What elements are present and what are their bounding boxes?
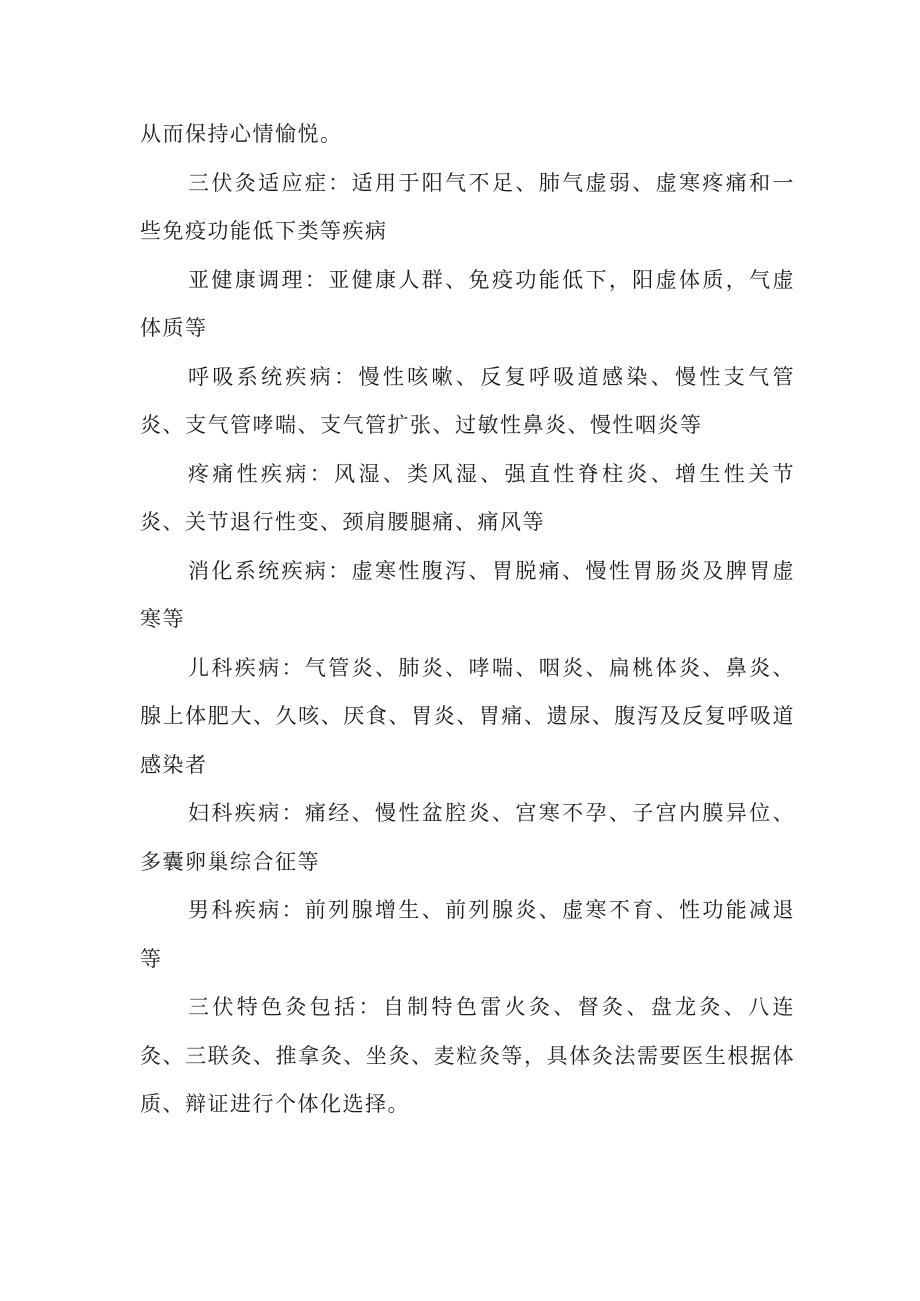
- document-body: [140, 110, 795, 1129]
- paragraph-sanfu-indications: 三伏灸适应症：适用于阳气不足、肺气虚弱、虚寒疼痛和一些免疫功能低下类等疾病: [140, 170, 795, 243]
- paragraph-moxibustion-types: 三伏特色灸包括：自制特色雷火灸、督灸、盘龙灸、八连灸、三联灸、推拿灸、坐灸、麦粒灸等，具体灸法需要医生根据体质、辩证进行个体化选择。: [140, 995, 795, 1116]
- paragraph-pain: 疼痛性疾病：风湿、类风湿、强直性脊柱炎、增生性关节炎、关节退行性变、颈肩腰腿痛、痛风等: [140, 461, 795, 534]
- paragraph-pediatric: 儿科疾病：气管炎、肺炎、哮喘、咽炎、扁桃体炎、鼻炎、腺上体肥大、久咳、厌食、胃炎、胃痛、遗尿、腹泻及反复呼吸道感染者: [140, 655, 795, 777]
- paragraph-gynecology: 妇科疾病：痛经、慢性盆腔炎、宫寒不孕、子宫内膜异位、多囊卵巢综合征等: [140, 801, 795, 874]
- paragraph-continuation: 从而保持心情愉悦。: [140, 122, 343, 146]
- paragraph-respiratory: 呼吸系统疾病：慢性咳嗽、反复呼吸道感染、慢性支气管炎、支气管哮喘、支气管扩张、过敏性鼻炎、慢性咽炎等: [140, 364, 795, 437]
- paragraph-digestive: 消化系统疾病：虚寒性腹泻、胃脱痛、慢性胃肠炎及脾胃虚寒等: [140, 558, 795, 631]
- paragraph-subhealth: 亚健康调理：亚健康人群、免疫功能低下，阳虚体质，气虚体质等: [140, 267, 795, 340]
- paragraph-andrology: 男科疾病：前列腺增生、前列腺炎、虚寒不育、性功能减退等: [140, 898, 795, 971]
